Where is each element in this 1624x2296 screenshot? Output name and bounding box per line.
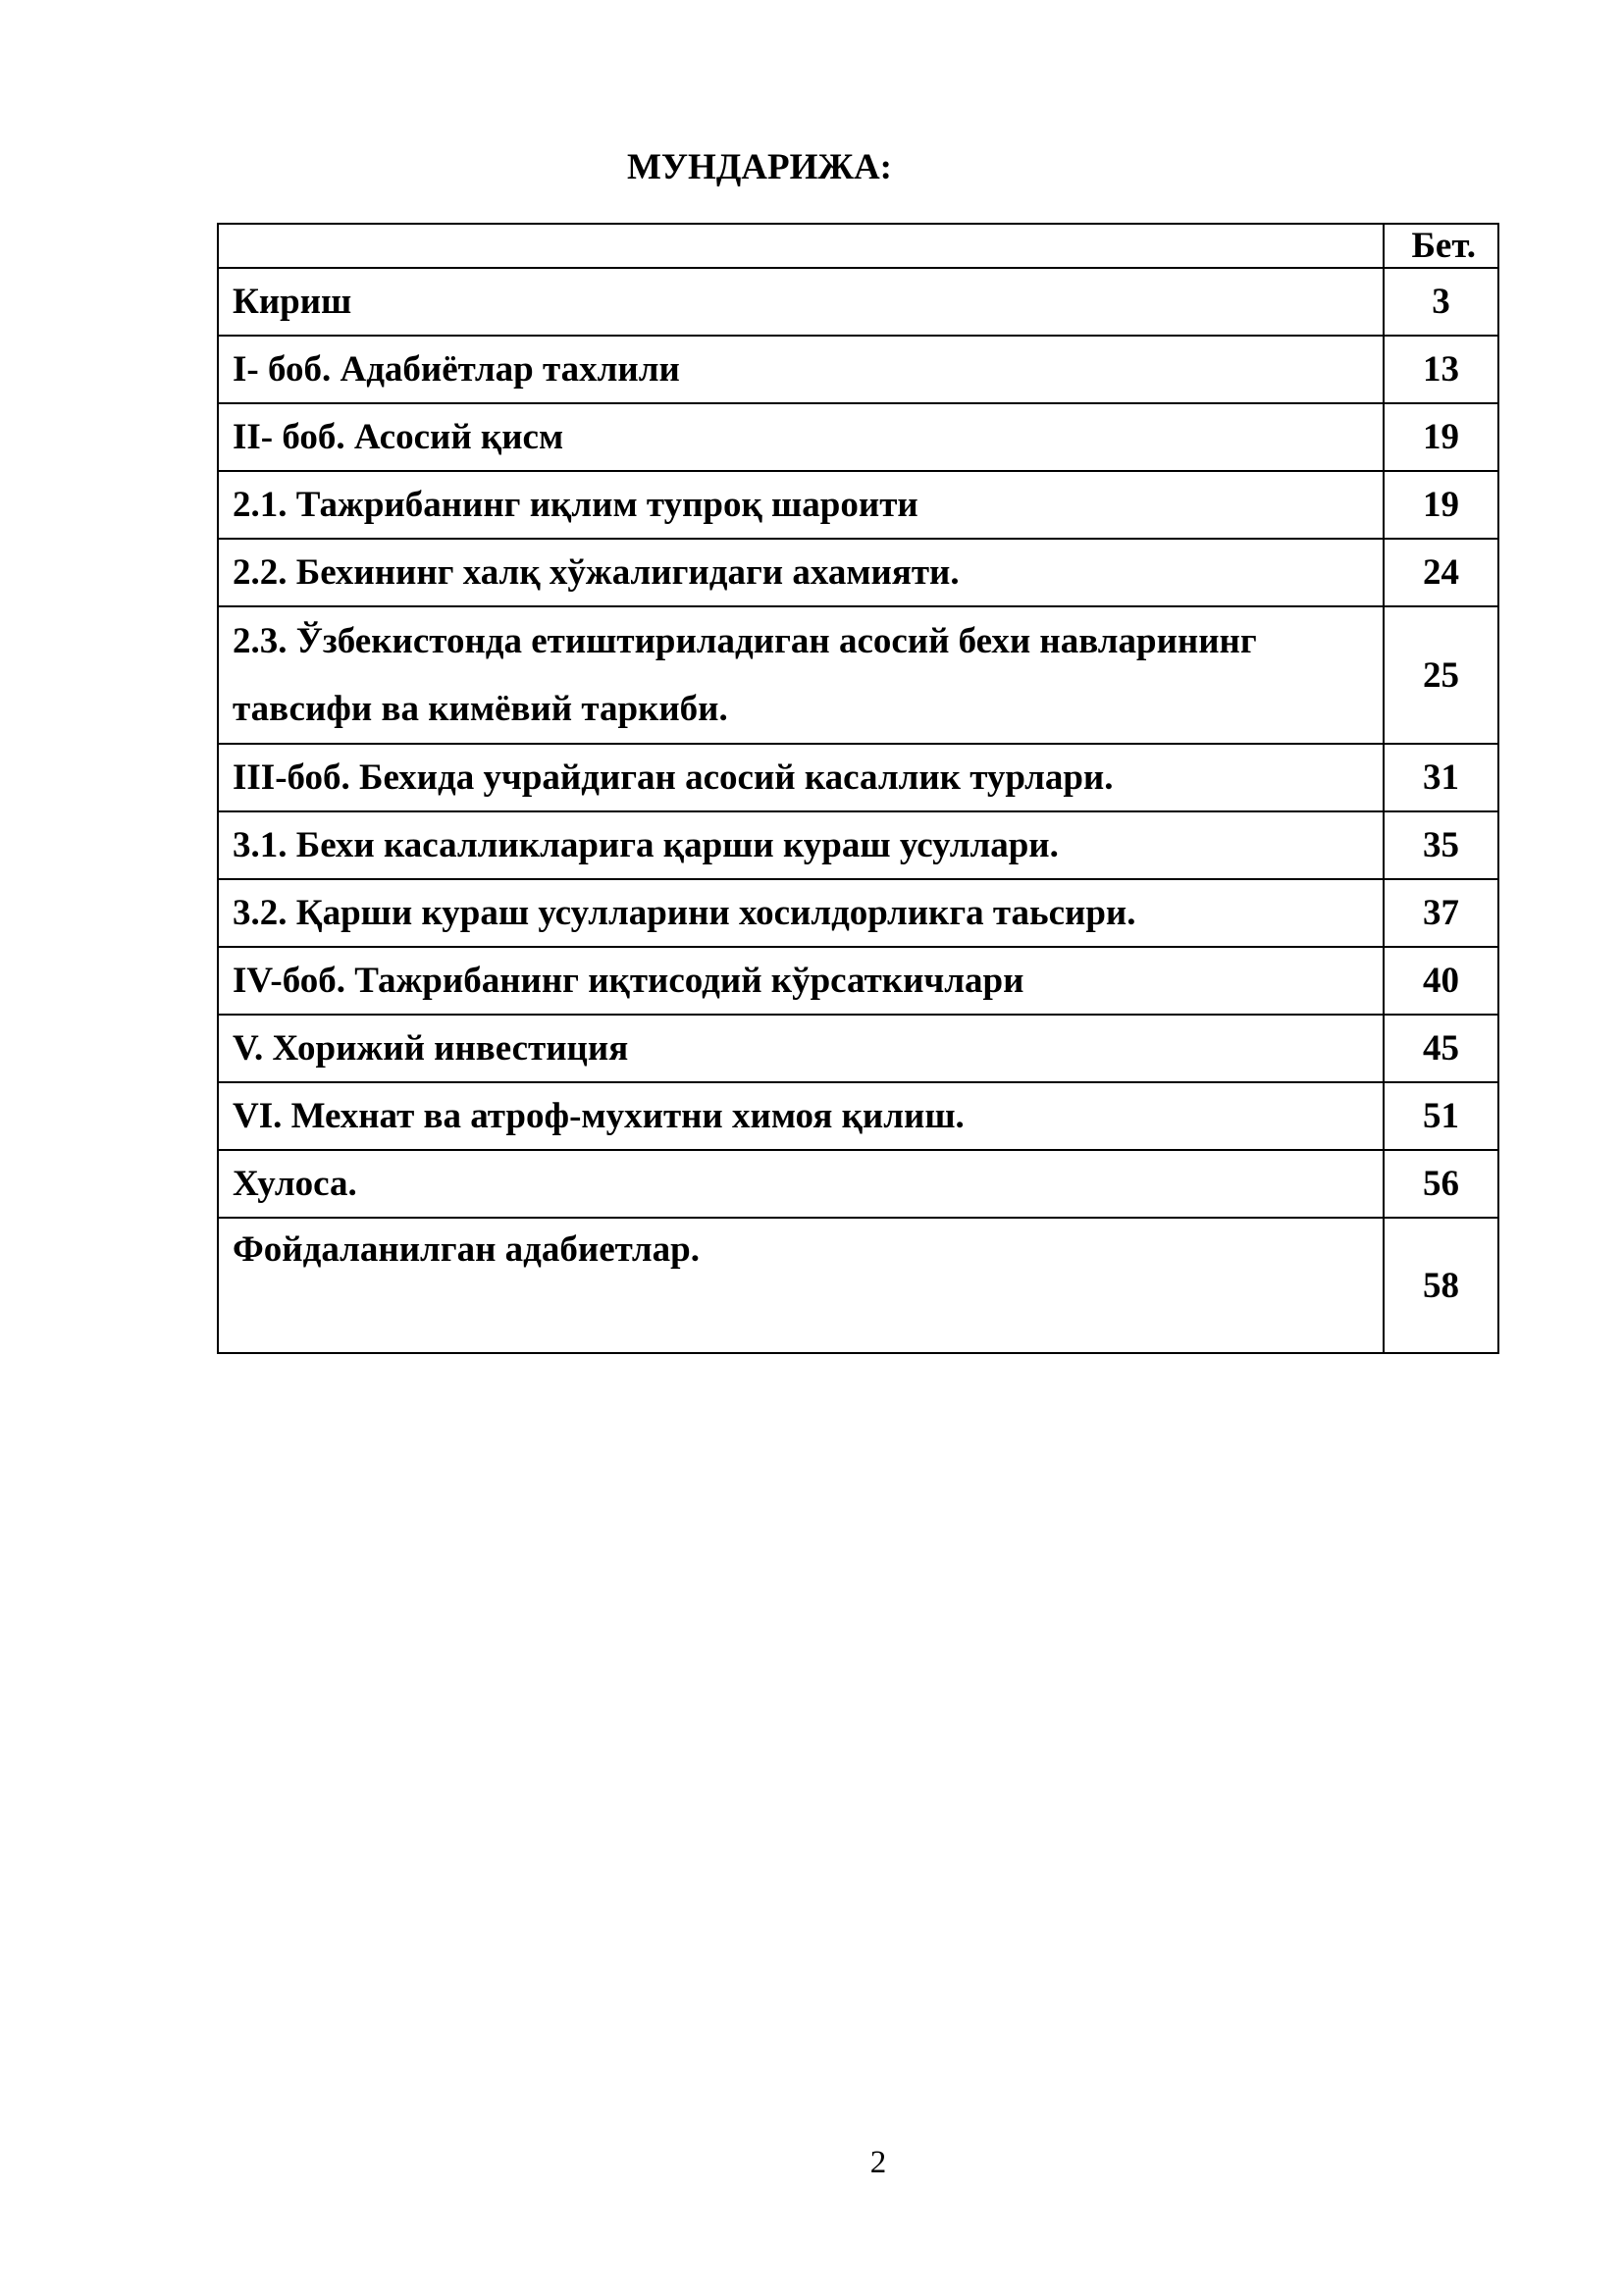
toc-entry-title[interactable]: 2.1. Тажрибанинг иқлим тупроқ шароити	[218, 471, 1384, 539]
toc-entry-page: 25	[1384, 606, 1498, 744]
toc-entry-page: 31	[1384, 744, 1498, 811]
toc-entry-page: 19	[1384, 403, 1498, 471]
toc-header-blank-cell	[218, 224, 1384, 268]
toc-entry-page: 45	[1384, 1015, 1498, 1082]
toc-row	[218, 539, 1498, 606]
toc-entry-title[interactable]: 3.2. Қарши кураш усулларини хосилдорликга таьсири.	[218, 879, 1384, 947]
toc-row	[218, 947, 1498, 1015]
toc-entry-page: 35	[1384, 811, 1498, 879]
table-of-contents	[217, 223, 1499, 1354]
toc-header-row	[218, 224, 1498, 268]
toc-row	[218, 471, 1498, 539]
toc-entry-title[interactable]: VI. Мехнат ва атроф-мухитни химоя қилиш.	[218, 1082, 1384, 1150]
toc-entry-page: 13	[1384, 336, 1498, 403]
toc-row	[218, 336, 1498, 403]
toc-entry-page: 56	[1384, 1150, 1498, 1218]
toc-row	[218, 1015, 1498, 1082]
toc-row	[218, 268, 1498, 336]
page-title: МУНДАРИЖА:	[626, 147, 893, 187]
toc-row	[218, 606, 1498, 744]
toc-entry-title[interactable]: 2.2. Бехининг халқ хўжалигидаги ахамияти.	[218, 539, 1384, 606]
toc-row	[218, 1218, 1498, 1353]
toc-entry-title[interactable]: 3.1. Бехи касалликларига қарши кураш усуллари.	[218, 811, 1384, 879]
toc-entry-title[interactable]: Хулоса.	[218, 1150, 1384, 1218]
toc-row	[218, 879, 1498, 947]
toc-entry-page: 40	[1384, 947, 1498, 1015]
toc-entry-page: 19	[1384, 471, 1498, 539]
toc-entry-page: 37	[1384, 879, 1498, 947]
toc-header-page-label: Бет.	[1384, 224, 1498, 268]
toc-row	[218, 1082, 1498, 1150]
toc-entry-title[interactable]: 2.3. Ўзбекистонда етиштириладиган асосий бехи навларининг тавсифи ва кимёвий таркиби.	[218, 606, 1384, 744]
toc-entry-title[interactable]: Кириш	[218, 268, 1384, 336]
toc-entry-title[interactable]: IV-боб. Тажрибанинг иқтисодий кўрсаткичлари	[218, 947, 1384, 1015]
toc-entry-title[interactable]: III-боб. Бехида учрайдиган асосий касаллик турлари.	[218, 744, 1384, 811]
toc-entry-page: 3	[1384, 268, 1498, 336]
toc-row	[218, 403, 1498, 471]
toc-row	[218, 811, 1498, 879]
toc-entry-title[interactable]: Фойдаланилган адабиетлар.	[218, 1218, 1384, 1353]
toc-entry-page: 51	[1384, 1082, 1498, 1150]
toc-entry-page: 58	[1384, 1218, 1498, 1353]
toc-entry-title[interactable]: I- боб. Адабиётлар тахлили	[218, 336, 1384, 403]
toc-entry-title[interactable]: V. Хорижий инвестиция	[218, 1015, 1384, 1082]
toc-row	[218, 1150, 1498, 1218]
toc-row	[218, 744, 1498, 811]
page-number: 2	[869, 2145, 887, 2180]
toc-entry-title[interactable]: II- боб. Асосий қисм	[218, 403, 1384, 471]
toc-entry-page: 24	[1384, 539, 1498, 606]
